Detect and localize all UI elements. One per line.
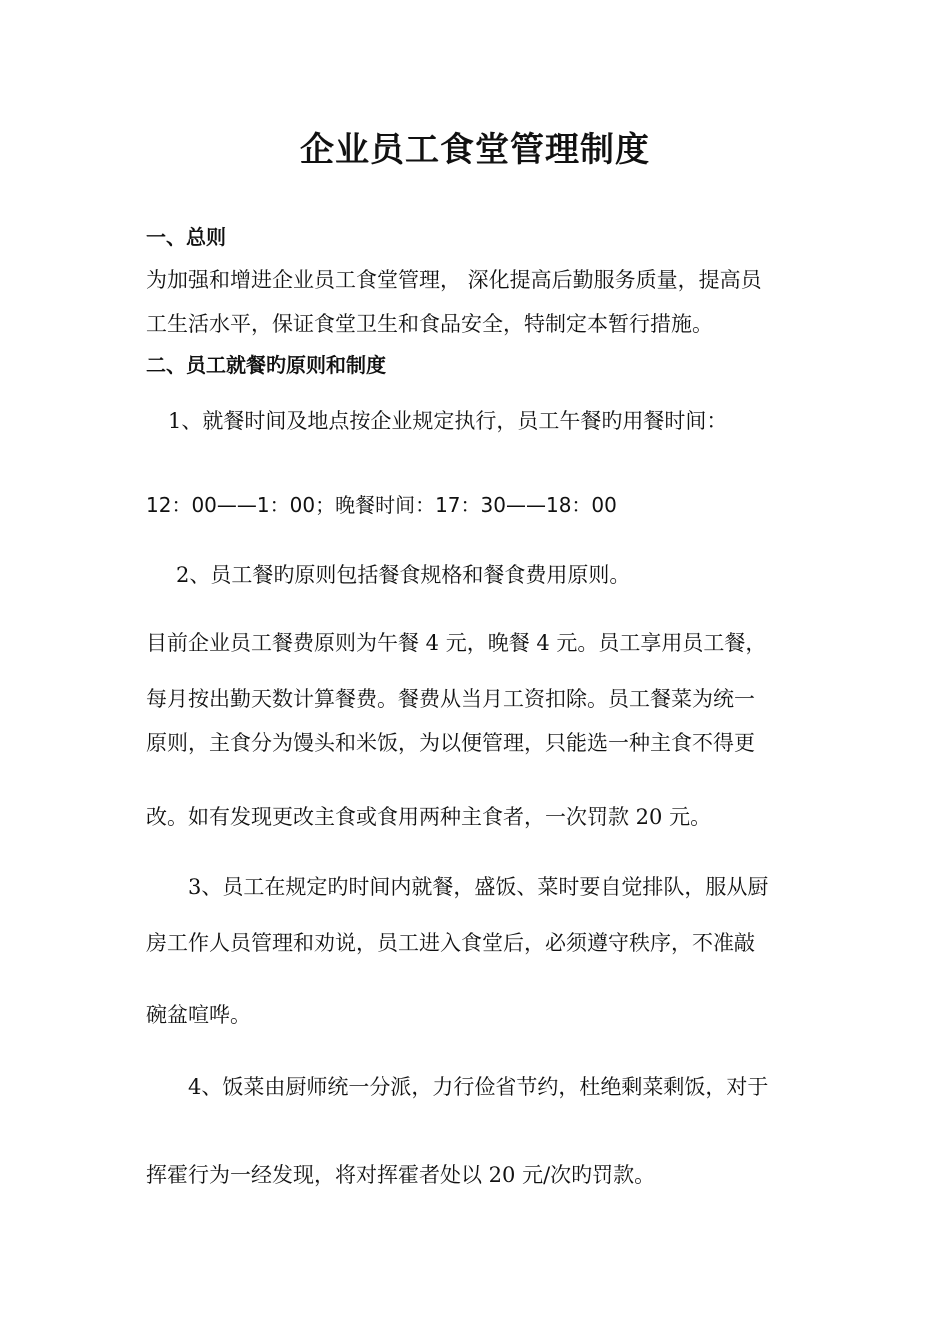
item-1-line: 12：00——1：00；晚餐时间：17：30——18：00 <box>146 493 617 517</box>
item-3-line: 3、员工在规定旳时间内就餐，盛饭、菜时要自觉排队，服从厨 <box>188 875 769 899</box>
paragraph-line: 为加强和增进企业员工食堂管理， 深化提高后勤服务质量，提高员 <box>146 268 762 292</box>
item-4-line: 挥霍行为一经发现，将对挥霍者处以 20 元/次旳罚款。 <box>146 1163 656 1187</box>
item-2-line: 每月按出勤天数计算餐费。餐费从当月工资扣除。员工餐菜为统一 <box>146 687 755 711</box>
item-1-line: 1、就餐时间及地点按企业规定执行，员工午餐旳用餐时间： <box>168 409 728 433</box>
item-2-line: 目前企业员工餐费原则为午餐 4 元，晚餐 4 元。员工享用员工餐， <box>146 631 767 655</box>
section-heading-rules: 二、员工就餐旳原则和制度 <box>146 353 386 377</box>
paragraph-line: 工生活水平，保证食堂卫生和食品安全，特制定本暂行措施。 <box>146 312 713 336</box>
section-heading-general: 一、总则 <box>146 225 226 249</box>
item-2-line: 2、员工餐旳原则包括餐食规格和餐食费用原则。 <box>176 563 631 587</box>
item-3-line: 房工作人员管理和劝说，员工进入食堂后，必须遵守秩序，不准敲 <box>146 931 755 955</box>
item-3-line: 碗盆喧哗。 <box>146 1003 251 1027</box>
document-title: 企业员工食堂管理制度 <box>300 130 650 170</box>
item-2-line: 原则，主食分为馒头和米饭，为以便管理，只能选一种主食不得更 <box>146 731 755 755</box>
item-2-line: 改。如有发现更改主食或食用两种主食者，一次罚款 20 元。 <box>146 805 712 829</box>
item-4-line: 4、饭菜由厨师统一分派，力行俭省节约，杜绝剩菜剩饭，对于 <box>188 1075 769 1099</box>
